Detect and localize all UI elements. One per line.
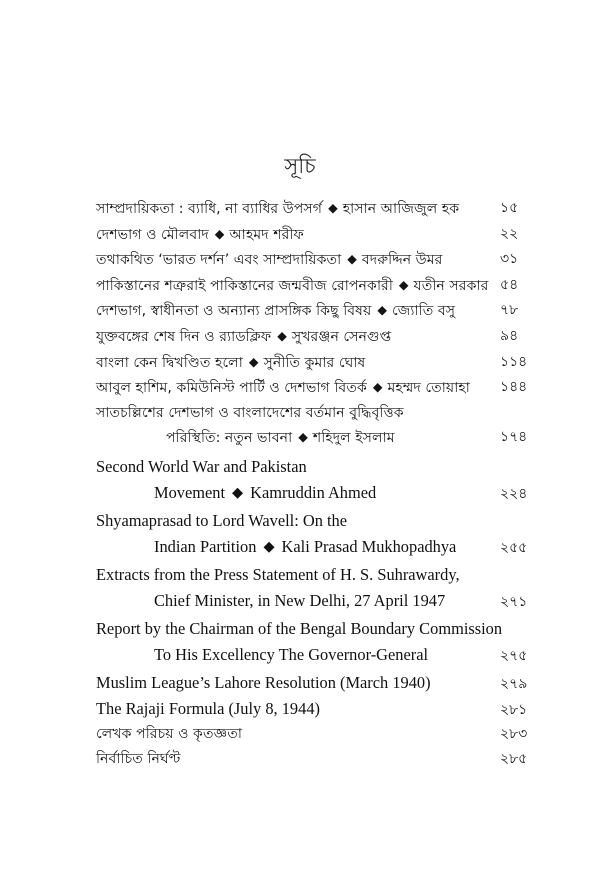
toc-entry[interactable] [96, 375, 544, 401]
toc-entry-author: হাসান আজিজুল হক [342, 201, 460, 217]
toc-entry-line [96, 425, 600, 451]
toc-page-number: ২২৪ [500, 485, 528, 502]
toc-page-number: ২৮১ [500, 701, 528, 718]
diamond-separator-icon: ◆ [248, 353, 259, 369]
toc-entry-title: Movement [154, 482, 226, 502]
diamond-separator-icon: ◆ [377, 302, 387, 318]
toc-entry-line [96, 562, 544, 588]
diamond-separator-icon: ◆ [372, 379, 383, 395]
toc-page-number: ৫৪ [500, 276, 519, 293]
toc-entry-author: মহম্মদ তোয়াহা [387, 380, 470, 397]
toc-entry-author: Kamruddin Ahmed [250, 482, 377, 502]
toc-entry-title: লেখক পরিচয় ও কৃতজ্ঞতা [96, 725, 242, 742]
toc-entry[interactable] [96, 670, 544, 696]
toc-page-number: ৩১ [500, 251, 519, 268]
toc-page-number: ২২ [500, 225, 519, 242]
diamond-separator-icon: ◆ [398, 276, 409, 292]
toc-entry-title: Muslim League’s Lahore Resolution (March 1940) [96, 672, 431, 692]
diamond-separator-icon: ◆ [214, 225, 225, 241]
toc-entry-title: The Rajaji Formula (July 8, 1944) [96, 698, 320, 718]
toc-entry-line [96, 508, 544, 534]
toc-entry-line [96, 696, 544, 722]
toc-entry-line [96, 722, 544, 747]
toc-entry[interactable] [96, 298, 544, 324]
toc-entry[interactable] [96, 696, 544, 722]
toc-entry-author: Kali Prasad Mukhopadhya [281, 536, 457, 556]
toc-entry-line [96, 670, 544, 696]
toc-entry[interactable] [96, 747, 544, 772]
toc-entry-list [96, 196, 544, 771]
diamond-separator-icon: ◆ [347, 251, 357, 267]
toc-entry-line [96, 454, 544, 480]
toc-entry-title: দেশভাগ ও মৌলবাদ [96, 226, 209, 243]
toc-entry-title: আবুল হাশিম, কমিউনিস্ট পার্টি ও দেশভাগ বিতর্ক [96, 380, 367, 397]
toc-page-number: ১৪৪ [500, 379, 528, 396]
toc-entry[interactable] [96, 273, 544, 299]
toc-entry-line [96, 588, 600, 614]
diamond-separator-icon: ◆ [277, 327, 287, 343]
toc-page-number: ২৮৩ [500, 725, 528, 742]
toc-entry-title: Indian Partition [154, 536, 257, 556]
toc-entry-title: বাংলা কেন দ্বিখণ্ডিত হলো [96, 354, 243, 371]
toc-entry[interactable] [96, 196, 544, 222]
toc-entry-line [96, 196, 544, 222]
diamond-separator-icon: ◆ [328, 200, 338, 215]
toc-page-number: ১১৪ [500, 353, 528, 370]
toc-entry-title: পরিস্থিতি: নতুন ভাবনা [166, 430, 293, 447]
toc-entry-line [96, 350, 544, 376]
toc-entry-title: Shyamaprasad to Lord Wavell: On the [96, 510, 348, 530]
toc-entry-title: যুক্তবঙ্গের শেষ দিন ও র‌্যাডক্লিফ [96, 328, 272, 345]
toc-entry[interactable] [96, 616, 544, 668]
toc-entry[interactable] [96, 562, 544, 614]
toc-entry-line [96, 298, 544, 324]
diamond-separator-icon: ◆ [298, 429, 308, 445]
page-title: সূচি [284, 154, 316, 178]
toc-entry[interactable] [96, 454, 544, 506]
toc-entry-title: Second World War and Pakistan [96, 456, 307, 476]
toc-entry-author: আহমদ শরীফ [229, 226, 304, 243]
toc-entry-author: সুখরঞ্জন সেনগুপ্ত [291, 328, 392, 345]
toc-entry-title: Extracts from the Press Statement of H. S. Suhrawardy, [96, 564, 460, 584]
toc-entry-title: Chief Minister, in New Delhi, 27 April 1947 [154, 590, 446, 610]
toc-entry-line [96, 616, 544, 642]
toc-entry-author: যতীন সরকার [413, 277, 489, 294]
toc-entry-author: বদরুদ্দিন উমর [361, 252, 443, 269]
toc-entry-title: নির্বাচিত নির্ঘণ্ট [96, 750, 181, 767]
toc-entry-line [96, 747, 544, 772]
toc-entry-line [96, 480, 600, 506]
toc-entry[interactable] [96, 222, 544, 248]
toc-page-number: ২৭৫ [500, 647, 528, 664]
toc-entry[interactable] [96, 722, 544, 747]
toc-page-number: ২৫৫ [500, 539, 528, 556]
toc-page-number: ৯৪ [500, 327, 519, 344]
toc-entry-author: জ্যোতি বসু [391, 303, 456, 320]
toc-page-number: ১৫ [500, 200, 519, 216]
toc-entry-line [96, 401, 544, 426]
toc-page-number: ১৭৪ [500, 429, 528, 446]
toc-entry-line [96, 534, 600, 560]
toc-entry-title: দেশভাগ, স্বাধীনতা ও অন্যান্য প্রাসঙ্গিক কিছু বিষয় [96, 303, 372, 320]
diamond-separator-icon: ◆ [263, 538, 275, 555]
toc-entry-author: শহিদুল ইসলাম [312, 430, 395, 447]
toc-entry[interactable] [96, 508, 544, 560]
toc-entry-title: Report by the Chairman of the Bengal Boundary Commission [96, 618, 503, 638]
toc-entry[interactable] [96, 350, 544, 376]
toc-page-number: ২৭১ [500, 593, 528, 610]
toc-entry[interactable] [96, 247, 544, 273]
toc-entry-line [96, 273, 544, 299]
toc-entry[interactable] [96, 401, 544, 451]
toc-entry-line [96, 375, 544, 401]
diamond-separator-icon: ◆ [232, 484, 244, 501]
toc-entry-line [96, 642, 600, 668]
toc-entry[interactable] [96, 324, 544, 350]
toc-page-number: ২৮৫ [500, 750, 528, 767]
toc-entry-title: সাম্প্রদায়িকতা : ব্যাধি, না ব্যাধির উপসর্গ [96, 201, 323, 217]
toc-entry-author: সুনীতি কুমার ঘোষ [263, 354, 366, 371]
toc-entry-line [96, 222, 544, 248]
toc-page-number: ২৭৯ [500, 675, 528, 692]
toc-entry-line [96, 324, 544, 350]
toc-entry-title: তথাকথিত ‘ভারত দর্শন’ এবং সাম্প্রদায়িকতা [96, 252, 342, 269]
toc-entry-title: To His Excellency The Governor-General [154, 644, 429, 664]
toc-entry-line [96, 247, 544, 273]
toc-entry-title: পাকিস্তানের শত্রুরাই পাকিস্তানের জন্মবীজ রোপনকারী [96, 277, 393, 294]
toc-entry-title: সাতচল্লিশের দেশভাগ ও বাংলাদেশের বর্তমান বুদ্ধিবৃত্তিক [96, 404, 404, 421]
toc-page-number: ৭৮ [500, 302, 519, 319]
